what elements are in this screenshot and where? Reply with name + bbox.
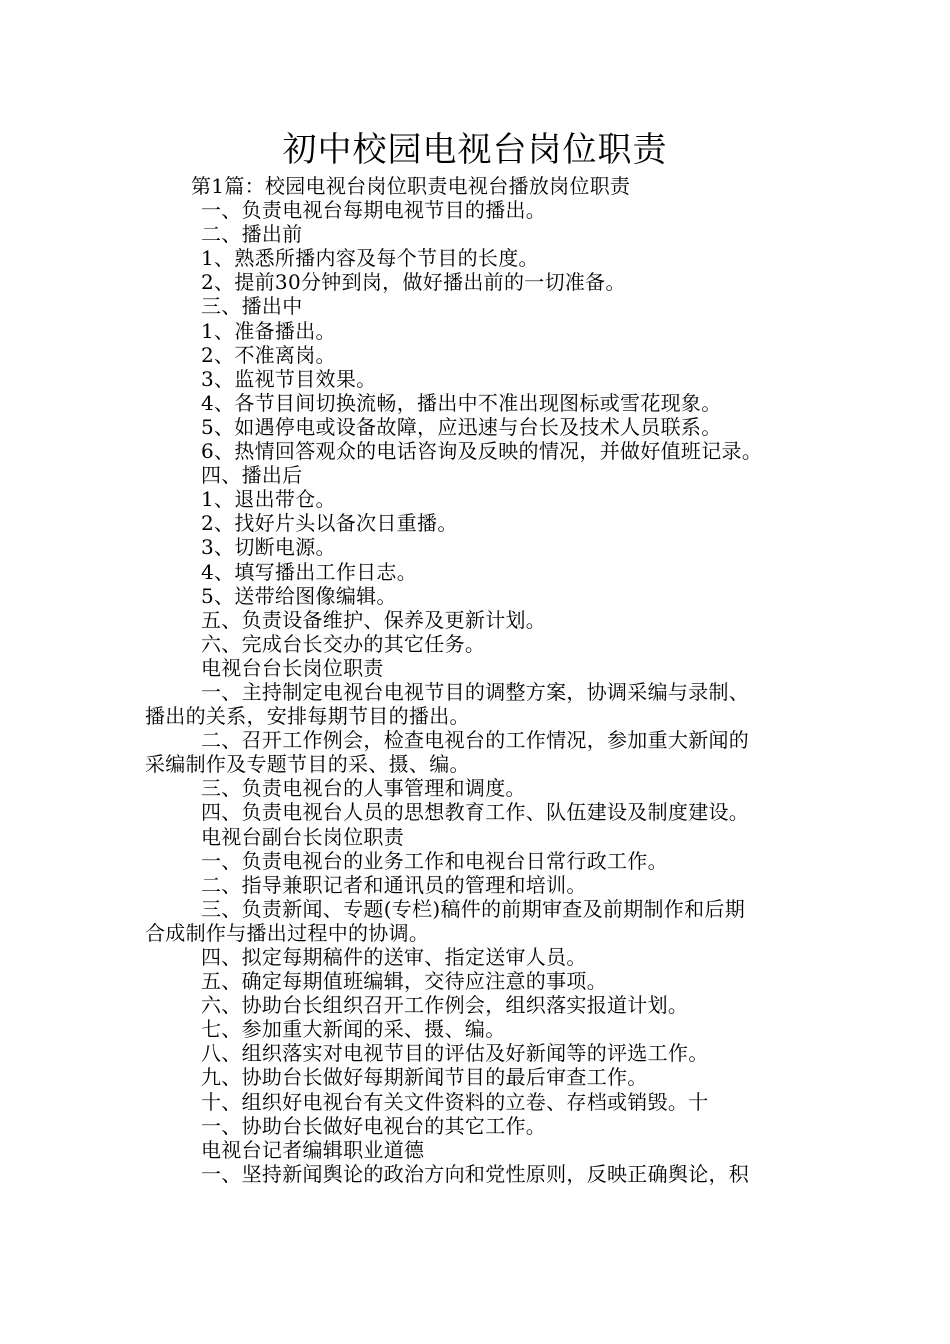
document-title: 初中校园电视台岗位职责 [282, 130, 668, 170]
text-line: 三、负责电视台的人事管理和调度。 [201, 776, 526, 801]
text-line: 三、负责新闻、专题(专栏)稿件的前期审查及前期制作和后期 [201, 896, 746, 921]
text-line: 2、找好片头以备次日重播。 [201, 511, 458, 536]
text-line: 电视台记者编辑职业道德 [201, 1137, 425, 1162]
text-line: 6、热情回答观众的电话咨询及反映的情况，并做好值班记录。 [201, 439, 763, 464]
text-line: 八、组织落实对电视节目的评估及好新闻等的评选工作。 [201, 1041, 709, 1066]
text-line: 2、不准离岗。 [201, 342, 336, 367]
text-line: 4、各节目间切换流畅，播出中不准出现图标或雪花现象。 [201, 390, 722, 415]
text-line: 一、协助台长做好电视台的其它工作。 [201, 1113, 547, 1138]
text-line: 1、熟悉所播内容及每个节目的长度。 [201, 246, 539, 271]
text-line: 二、指导兼职记者和通讯员的管理和培训。 [201, 872, 587, 897]
text-line: 五、负责设备维护、保养及更新计划。 [201, 607, 547, 632]
text-line: 三、播出中 [201, 294, 303, 319]
text-line: 一、负责电视台每期电视节目的播出。 [201, 198, 547, 223]
text-line: 四、播出后 [201, 463, 303, 488]
text-line: 电视台副台长岗位职责 [201, 824, 404, 849]
text-line: 第1篇：校园电视台岗位职责电视台播放岗位职责 [191, 174, 631, 198]
text-line: 七、参加重大新闻的采、摄、编。 [201, 1017, 506, 1042]
text-line: 电视台台长岗位职责 [201, 655, 384, 680]
text-line: 3、切断电源。 [201, 535, 336, 560]
text-line: 四、负责电视台人员的思想教育工作、队伍建设及制度建设。 [201, 800, 750, 825]
text-line: 六、完成台长交办的其它任务。 [201, 631, 486, 656]
text-line: 四、拟定每期稿件的送审、指定送审人员。 [201, 945, 587, 969]
text-line: 采编制作及专题节目的采、摄、编。 [145, 752, 470, 777]
text-line: 5、送带给图像编辑。 [201, 583, 397, 608]
text-line: 一、主持制定电视台电视节目的调整方案，协调采编与录制、 [201, 679, 750, 704]
text-line: 一、坚持新闻舆论的政治方向和党性原则，反映正确舆论，积 [201, 1161, 750, 1186]
text-line: 2、提前30分钟到岗，做好播出前的一切准备。 [201, 270, 626, 295]
text-line: 二、播出前 [201, 222, 303, 247]
text-line: 二、召开工作例会，检查电视台的工作情况，参加重大新闻的 [201, 728, 750, 753]
text-line: 九、协助台长做好每期新闻节目的最后审查工作。 [201, 1065, 648, 1090]
text-line: 播出的关系，安排每期节目的播出。 [145, 704, 470, 729]
text-line: 5、如遇停电或设备故障，应迅速与台长及技术人员联系。 [201, 414, 722, 439]
text-line: 4、填写播出工作日志。 [201, 559, 418, 584]
text-line: 五、确定每期值班编辑，交待应注意的事项。 [201, 969, 607, 994]
text-line: 一、负责电视台的业务工作和电视台日常行政工作。 [201, 848, 668, 873]
document-body [145, 174, 810, 1186]
text-line: 合成制作与播出过程中的协调。 [145, 920, 430, 945]
text-line: 3、监视节目效果。 [201, 366, 377, 391]
text-line: 1、准备播出。 [201, 318, 336, 343]
text-line: 十、组织好电视台有关文件资料的立卷、存档或销毁。十 [201, 1089, 709, 1114]
text-line: 1、退出带仓。 [201, 487, 336, 512]
text-line: 六、协助台长组织召开工作例会，组织落实报道计划。 [201, 993, 689, 1018]
